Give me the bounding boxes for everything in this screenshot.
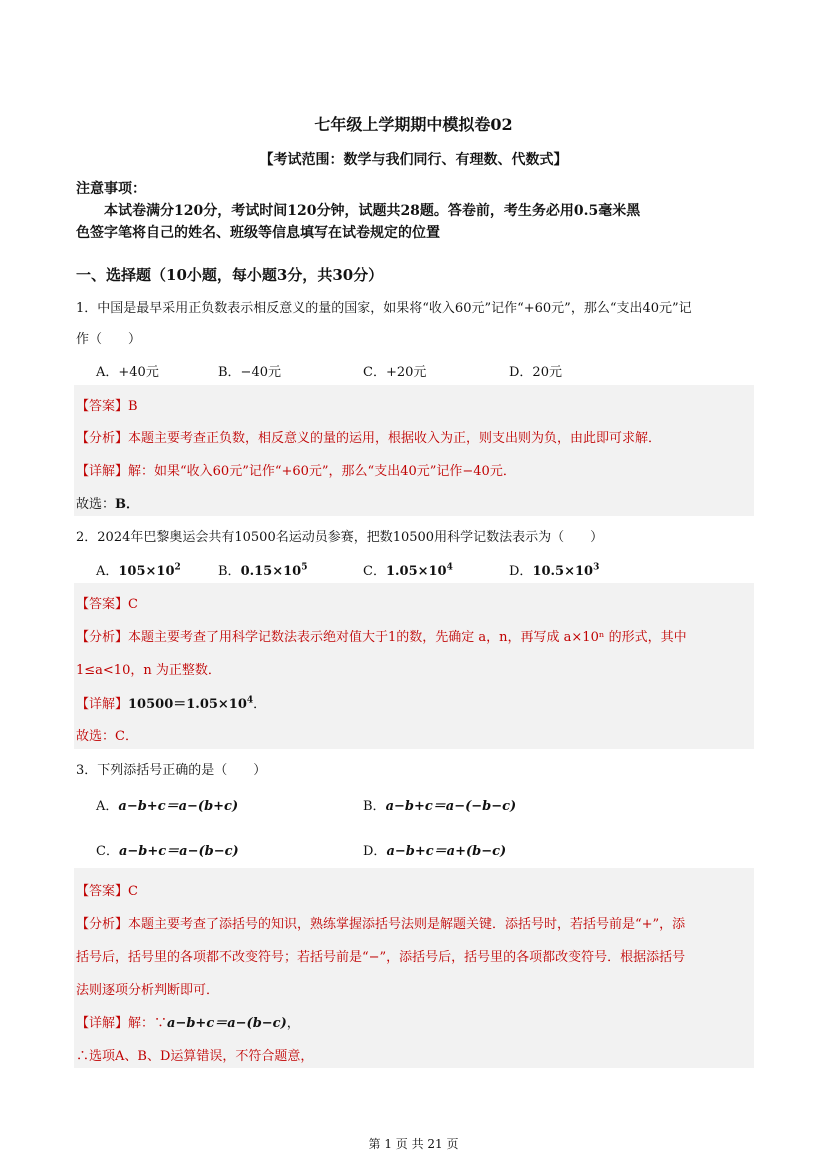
q3-option-b: B．a−b+c＝a−(−b−c)	[363, 799, 517, 814]
q1-stem-line-1: 1．中国是最早采用正负数表示相反意义的量的国家，如果将“收入60元”记作“+60元”，那么“支出40元”记	[76, 301, 692, 316]
q2-option-c: C．$1.05\times 10^4$	[363, 562, 453, 579]
notice-heading: 注意事项：	[76, 181, 146, 197]
q3-stem: 3．下列添括号正确的是（ ）	[76, 763, 267, 778]
q3-answer-box	[74, 868, 754, 1068]
q2-detail: 【详解】$10500=1.05\times 10^4$．	[76, 695, 267, 712]
q2-option-d: D．$10.5\times 10^3$	[509, 562, 600, 579]
q1-option-a: A．+40元	[96, 365, 159, 380]
notice-line-1: 本试卷满分120分，考试时间120分钟，试题共28题。答卷前，考生务必用0.5毫米黑	[104, 203, 641, 219]
q3-option-a: A．a−b+c＝a−(b+c)	[96, 799, 239, 814]
q1-choice-label: 故选：	[76, 497, 116, 512]
q3-analysis-line-1: 【分析】本题主要考查了添括号的知识，熟练掌握添括号法则是解题关键．添括号时，若括号前是“+”，添	[76, 917, 686, 932]
q1-answer: 【答案】B	[76, 399, 138, 414]
q3-analysis-line-3: 法则逐项分析判断即可．	[76, 983, 220, 998]
q1-analysis: 【分析】本题主要考查正负数，相反意义的量的运用，根据收入为正，则支出则为负，由此即可求解．	[76, 431, 662, 446]
q1-option-c: C．+20元	[363, 365, 427, 380]
page-footer: 第 1 页 共 21 页	[368, 1137, 459, 1151]
q3-conclusion: ∴选项A、B、D运算错误，不符合题意，	[76, 1049, 314, 1064]
q2-analysis-line-1: 【分析】本题主要考查了用科学记数法表示绝对值大于1的数，先确定 a，n，再写成 a×10ⁿ 的形式，其中	[76, 630, 687, 645]
q3-detail: 【详解】解：∵a−b+c＝a−(b−c)，	[76, 1016, 300, 1031]
notice-line-2: 色签字笔将自己的姓名、班级等信息填写在试卷规定的位置	[76, 225, 440, 241]
q2-analysis-line-2: 1≤a<10，n 为正整数．	[76, 663, 221, 678]
q1-answer-box	[74, 385, 754, 516]
exam-scope: 【考试范围：数学与我们同行、有理数、代数式】	[259, 152, 568, 168]
q2-answer-box	[74, 583, 754, 749]
q1-choice-value: B．	[115, 497, 140, 512]
q2-answer: 【答案】C	[76, 597, 138, 612]
q1-stem-line-2: 作（ ）	[76, 332, 142, 347]
q3-answer: 【答案】C	[76, 884, 138, 899]
q2-option-a: A．$105\times 10^2$	[96, 562, 181, 579]
q3-analysis-line-2: 括号后，括号里的各项都不改变符号；若括号前是“−”，添括号后，括号里的各项都改变符号．根据添括号	[76, 950, 686, 965]
q1-option-b: B．−40元	[218, 365, 281, 380]
q1-detail: 【详解】解：如果“收入60元”记作“+60元”，那么“支出40元”记作−40元．	[76, 464, 516, 479]
q2-choice: 故选：C．	[76, 729, 138, 744]
q1-option-d: D．20元	[509, 365, 562, 380]
q2-stem: 2．2024年巴黎奥运会共有10500名运动员参赛，把数10500用科学记数法表示为（ ）	[76, 530, 604, 545]
section-heading: 一、选择题（10小题，每小题3分，共30分）	[76, 266, 384, 284]
q3-option-d: D．a−b+c＝a+(b−c)	[363, 844, 507, 859]
q2-option-b: B．$0.15\times 10^5$	[218, 562, 308, 579]
page-title: 七年级上学期期中模拟卷02	[314, 115, 513, 134]
q1-choice	[76, 493, 139, 512]
q3-option-c: C．a−b+c＝a−(b−c)	[96, 844, 239, 859]
